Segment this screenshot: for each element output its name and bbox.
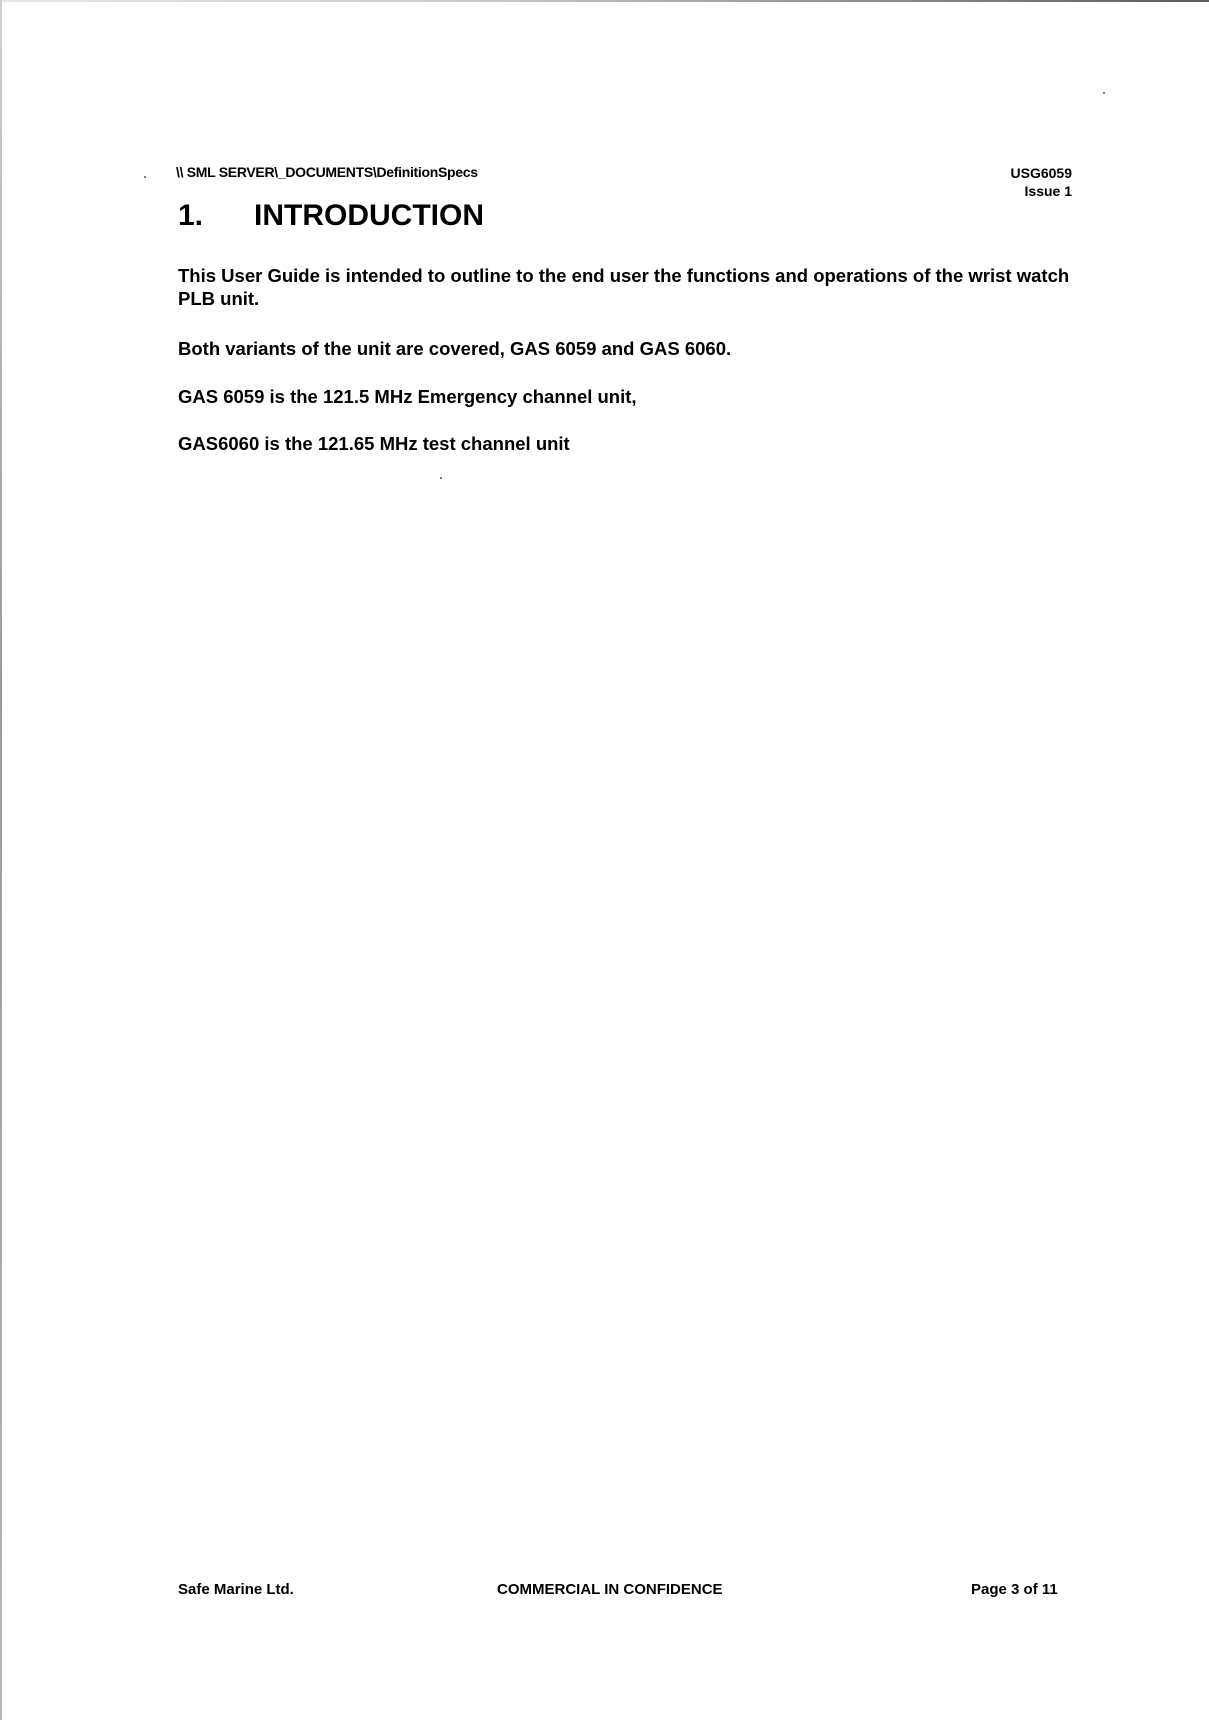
footer-page-number: Page 3 of 11 — [971, 1581, 1058, 1598]
paragraph-gas6060: GAS6060 is the 121.65 MHz test channel unit — [178, 433, 570, 454]
scan-speck — [144, 176, 146, 178]
scan-speck — [1103, 92, 1105, 94]
footer-classification: COMMERCIAL IN CONFIDENCE — [497, 1581, 723, 1598]
section-heading — [178, 199, 484, 233]
footer-company: Safe Marine Ltd. — [178, 1581, 294, 1598]
scan-left-edge — [0, 0, 2, 1720]
header-doc-info — [1011, 164, 1072, 200]
section-title: INTRODUCTION — [254, 199, 484, 232]
paragraph-variants: Both variants of the unit are covered, GAS 6059 and GAS 6060. — [178, 338, 732, 359]
paragraph-intro: This User Guide is intended to outline to the end user the functions and operations of the wrist watch PLB unit. — [178, 265, 1070, 309]
paragraph-gas6059: GAS 6059 is the 121.5 MHz Emergency channel unit, — [178, 386, 637, 407]
scan-top-edge — [0, 0, 1209, 2]
header-file-path: \\ SML SERVER\_DOCUMENTS\DefinitionSpecs — [176, 164, 478, 180]
scan-speck — [440, 477, 442, 479]
header-doc-number: USG6059 — [1010, 165, 1072, 181]
header-issue: Issue 1 — [1024, 183, 1072, 199]
section-number: 1. — [178, 199, 204, 232]
